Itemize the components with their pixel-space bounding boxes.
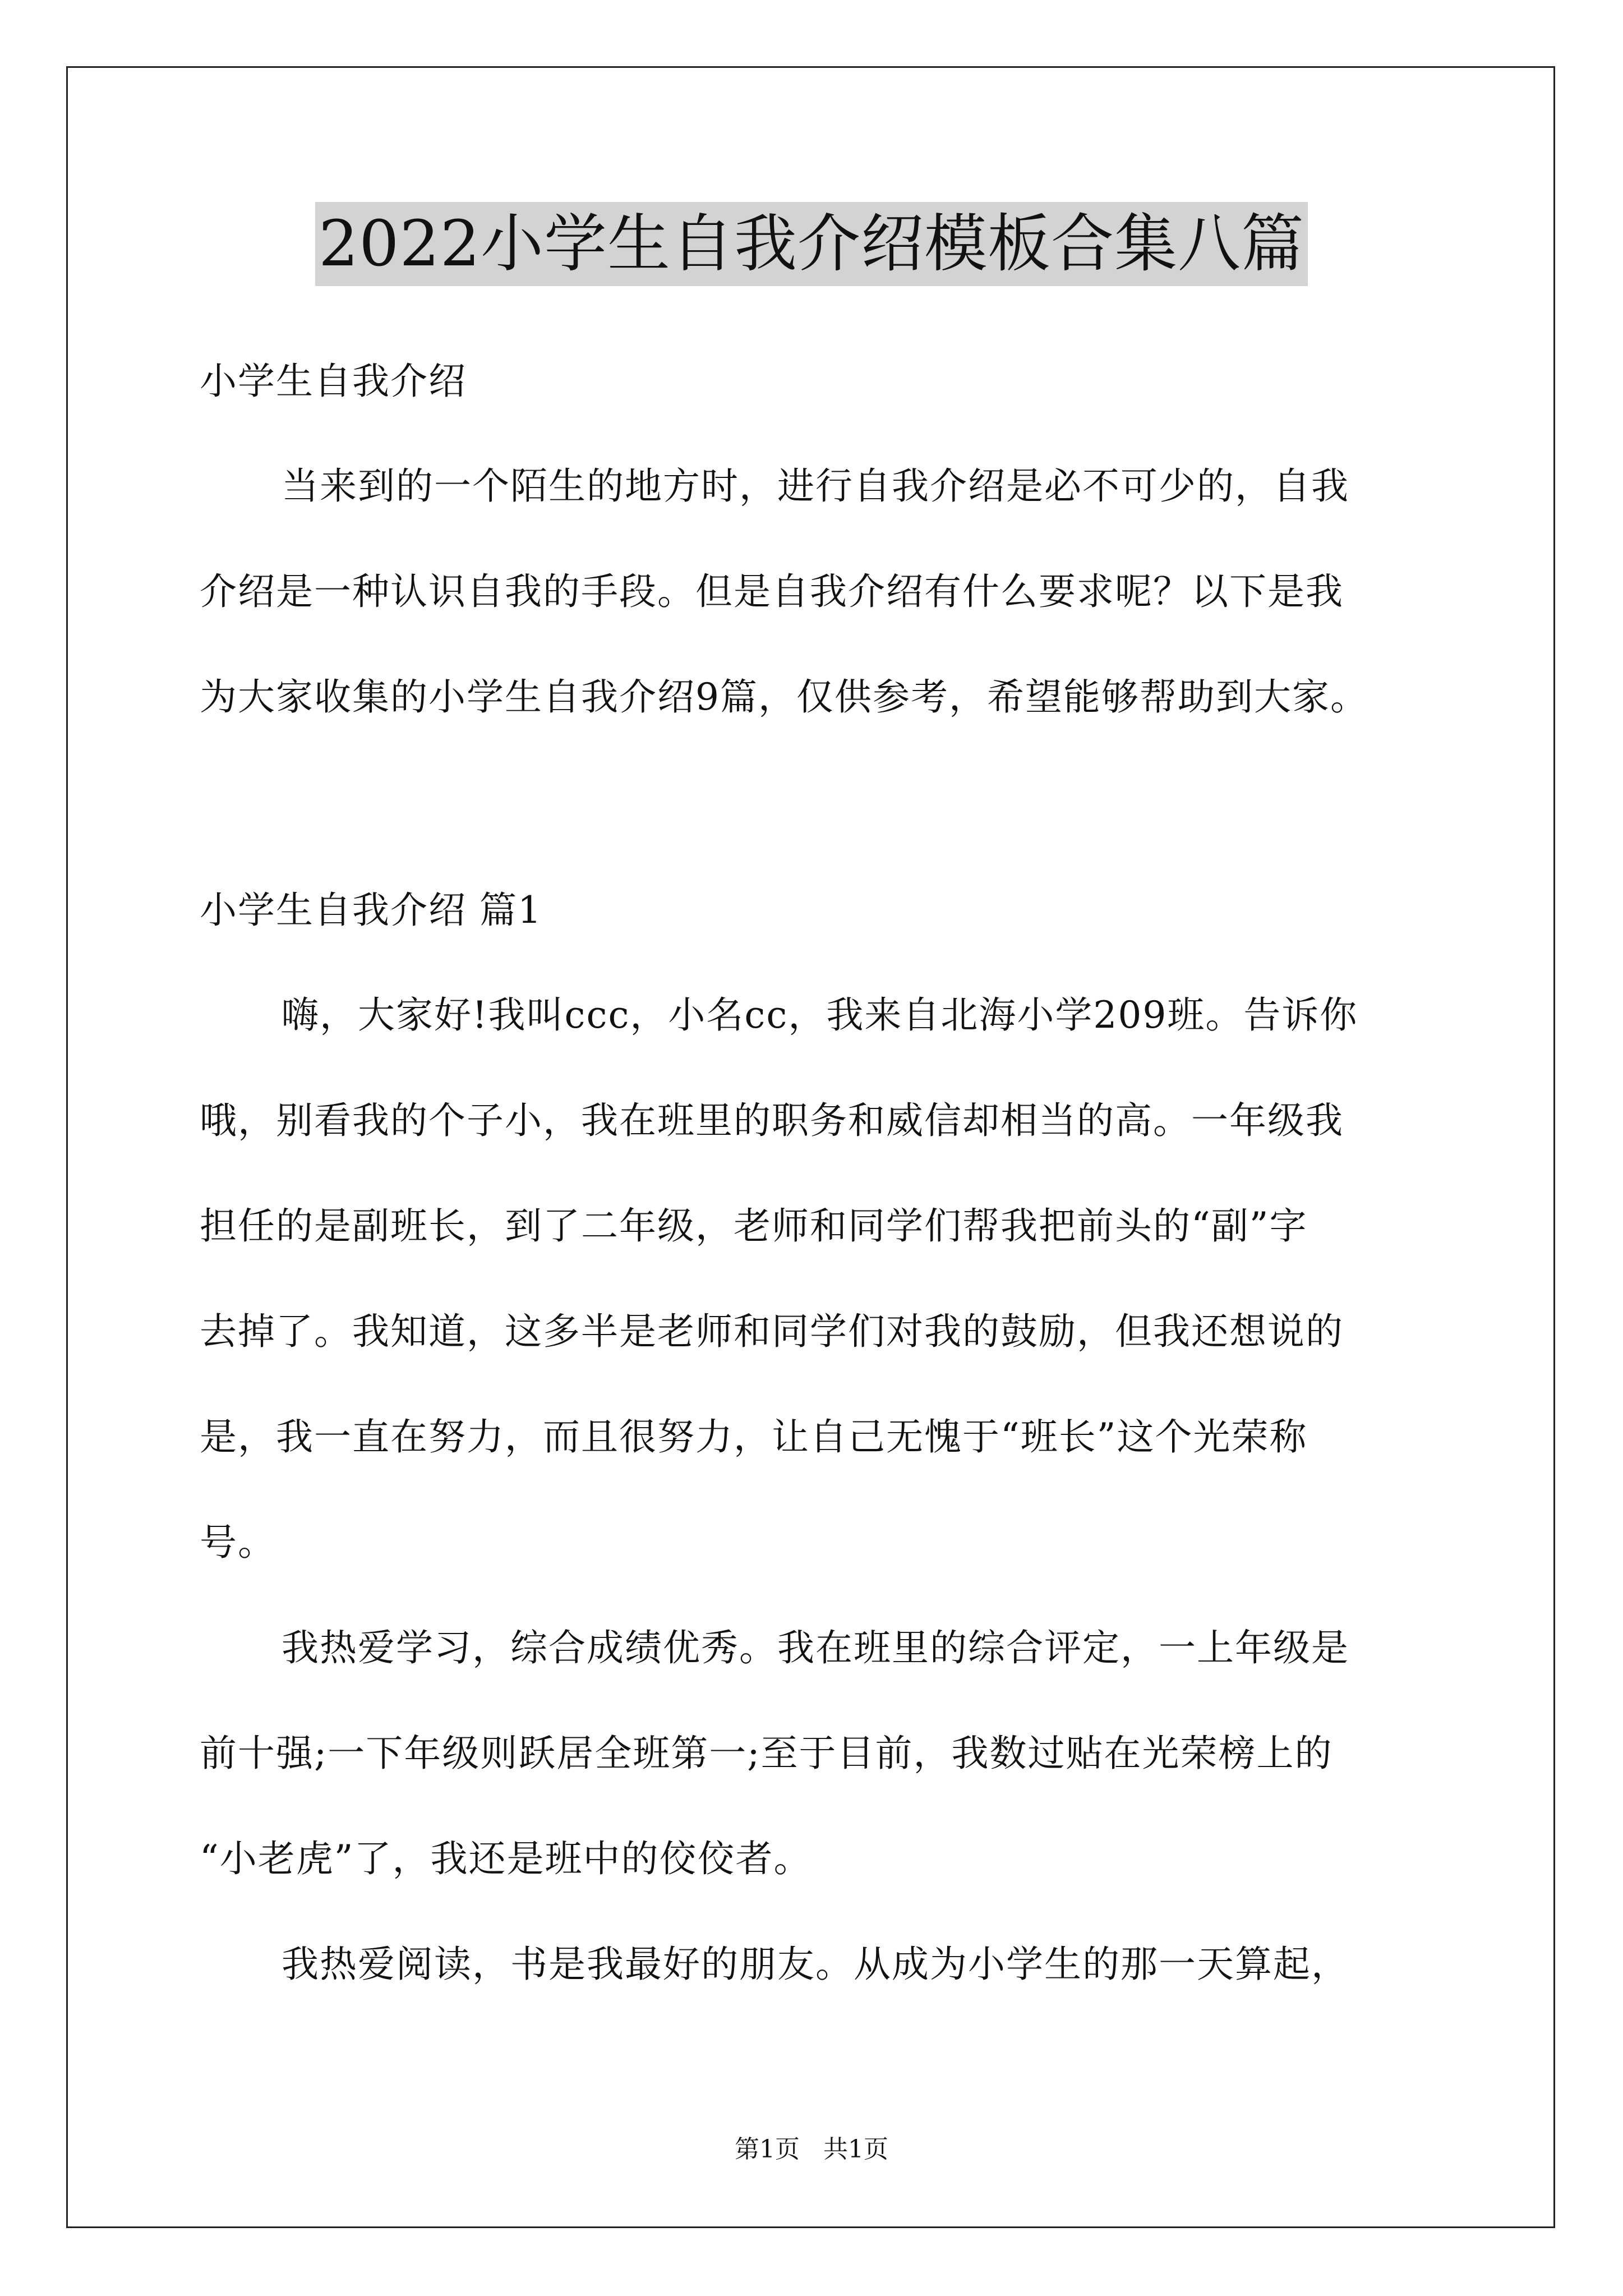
page-footer: 第1页 共1页: [735, 2135, 888, 2164]
article-heading: 小学生自我介绍 篇1: [200, 889, 542, 932]
title-container: [0, 202, 1623, 286]
para2-line-1: 我热爱学习，综合成绩优秀。我在班里的综合评定，一上年级是: [282, 1626, 1349, 1669]
section-heading: 小学生自我介绍: [200, 360, 467, 403]
para1-line-2: 哦，别看我的个子小，我在班里的职务和威信却相当的高。一年级我: [200, 1099, 1344, 1142]
document-title: 2022小学生自我介绍模板合集八篇: [315, 202, 1308, 286]
para1-line-4: 去掉了。我知道，这多半是老师和同学们对我的鼓励，但我还想说的: [200, 1310, 1344, 1353]
para2-line-2: 前十强;一下年级则跃居全班第一;至于目前，我数过贴在光荣榜上的: [200, 1732, 1333, 1775]
intro-line-2: 介绍是一种认识自我的手段。但是自我介绍有什么要求呢？以下是我: [200, 570, 1344, 613]
para1-line-6: 号。: [200, 1521, 276, 1564]
para1-line-1: 嗨，大家好!我叫ccc，小名cc，我来自北海小学209班。告诉你: [282, 993, 1358, 1037]
para3-line-1: 我热爱阅读，书是我最好的朋友。从成为小学生的那一天算起，: [282, 1943, 1349, 1986]
para2-line-3: “小老虎”了，我还是班中的佼佼者。: [200, 1837, 812, 1880]
intro-line-3: 为大家收集的小学生自我介绍9篇，仅供参考，希望能够帮助到大家。: [200, 675, 1368, 719]
para1-line-5: 是，我一直在努力，而且很努力，让自己无愧于“班长”这个光荣称: [200, 1415, 1308, 1458]
para1-line-3: 担任的是副班长，到了二年级，老师和同学们帮我把前头的“副”字: [200, 1204, 1308, 1248]
intro-line-1: 当来到的一个陌生的地方时，进行自我介绍是必不可少的，自我: [282, 464, 1349, 508]
